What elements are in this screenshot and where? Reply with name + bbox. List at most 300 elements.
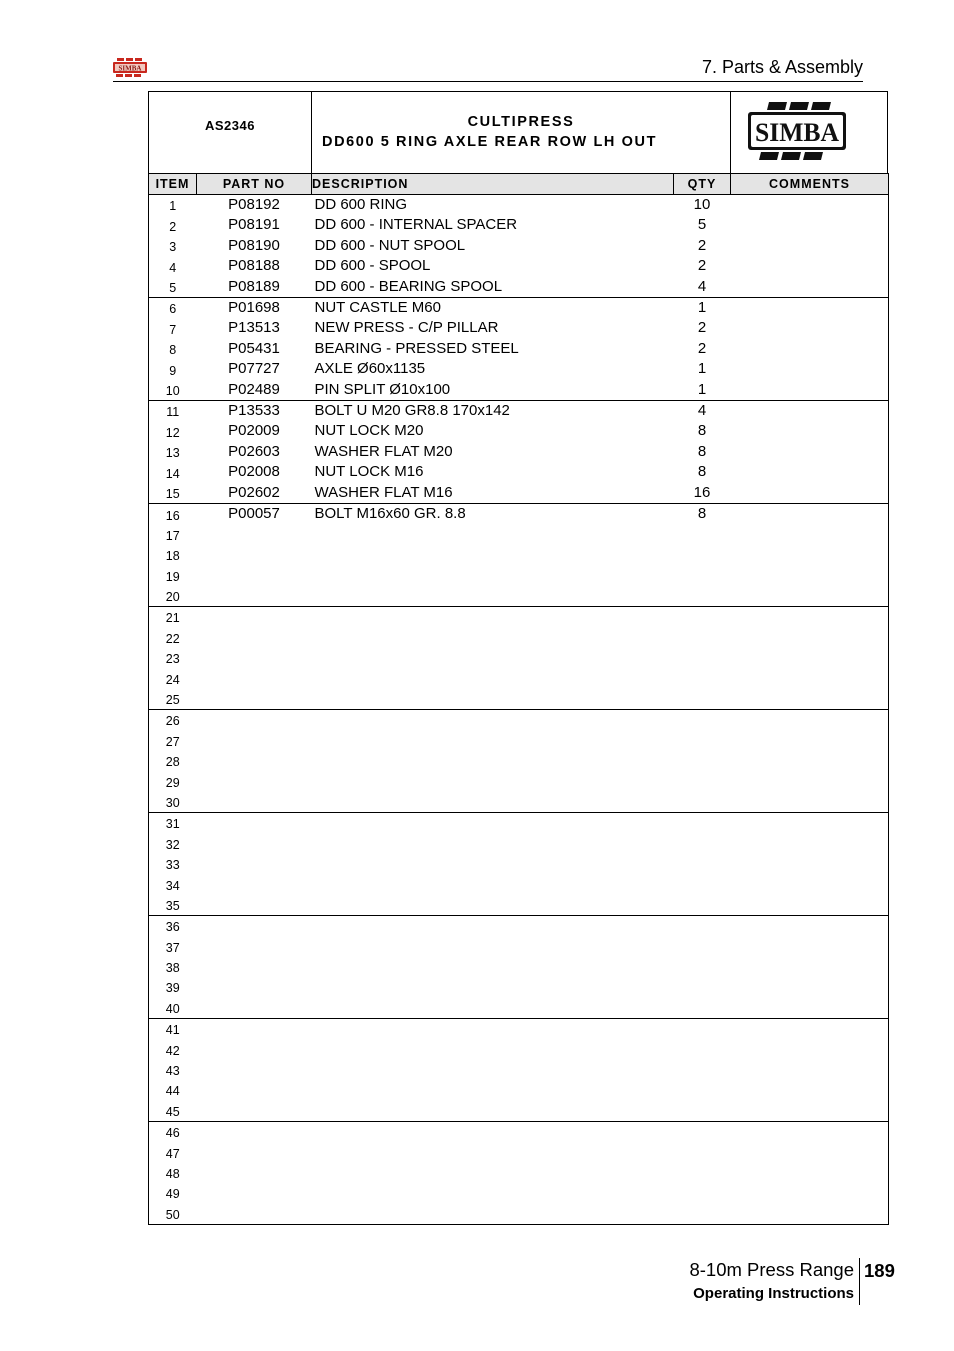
part-number-cell: P13513 bbox=[228, 319, 280, 337]
table-row bbox=[149, 195, 889, 216]
table-row bbox=[149, 1060, 889, 1080]
part-number-cell bbox=[197, 751, 312, 771]
quantity-cell bbox=[674, 1060, 731, 1080]
description-cell bbox=[312, 957, 674, 977]
footer-subtitle: Operating Instructions bbox=[693, 1285, 854, 1302]
item-number-cell: 48 bbox=[149, 1163, 197, 1183]
quantity-cell bbox=[674, 1039, 731, 1059]
quantity-cell: 8 bbox=[697, 422, 707, 440]
item-number-cell: 24 bbox=[149, 668, 197, 688]
comments-cell bbox=[731, 215, 889, 235]
comments-cell bbox=[731, 545, 889, 565]
simba-logo bbox=[745, 98, 849, 164]
quantity-cell bbox=[674, 525, 731, 545]
description-cell bbox=[312, 607, 674, 628]
comments-cell bbox=[731, 1080, 889, 1100]
quantity-cell bbox=[674, 977, 731, 997]
part-number-cell bbox=[197, 586, 312, 607]
item-number-cell: 9 bbox=[149, 359, 197, 379]
part-number-cell: P05431 bbox=[228, 339, 280, 357]
item-number-cell: 39 bbox=[149, 977, 197, 997]
quantity-cell: 4 bbox=[674, 277, 731, 298]
comments-cell bbox=[731, 977, 889, 997]
item-number-cell: 31 bbox=[149, 812, 197, 833]
description-cell: NEW PRESS - C/P PILLAR bbox=[314, 319, 499, 337]
description-cell bbox=[312, 730, 674, 750]
table-row bbox=[149, 504, 889, 525]
item-number-cell: 18 bbox=[149, 545, 197, 565]
quantity-cell bbox=[674, 565, 731, 585]
table-row bbox=[149, 1121, 889, 1142]
part-number-cell bbox=[197, 627, 312, 647]
item-number-cell: 35 bbox=[149, 895, 197, 916]
quantity-cell: 2 bbox=[697, 236, 707, 254]
comments-cell bbox=[731, 997, 889, 1018]
item-number-cell: 34 bbox=[149, 874, 197, 894]
comments-cell bbox=[731, 1142, 889, 1162]
comments-cell bbox=[731, 792, 889, 813]
item-number-cell: 33 bbox=[149, 854, 197, 874]
part-number-cell: P00057 bbox=[228, 505, 280, 523]
description-cell bbox=[312, 1142, 674, 1162]
item-number-cell: 41 bbox=[149, 1018, 197, 1039]
table-row bbox=[149, 895, 889, 916]
section-title: 7. Parts & Assembly bbox=[701, 57, 863, 77]
quantity-cell bbox=[674, 751, 731, 771]
comments-cell bbox=[731, 401, 889, 422]
table-row bbox=[149, 1100, 889, 1121]
item-number-cell: 42 bbox=[149, 1039, 197, 1059]
item-number-cell: 43 bbox=[149, 1060, 197, 1080]
part-number-cell: P08190 bbox=[228, 236, 280, 254]
quantity-cell bbox=[674, 586, 731, 607]
quantity-cell bbox=[674, 607, 731, 628]
table-row bbox=[149, 318, 889, 338]
item-number-cell: 25 bbox=[149, 689, 197, 710]
description-cell bbox=[312, 627, 674, 647]
part-number-cell: P01698 bbox=[228, 299, 280, 317]
comments-cell bbox=[731, 854, 889, 874]
comments-cell bbox=[731, 1100, 889, 1121]
simba-logo-small bbox=[113, 58, 147, 78]
table-row bbox=[149, 1203, 889, 1224]
description-cell bbox=[312, 854, 674, 874]
part-number-cell bbox=[197, 710, 312, 731]
quantity-cell: 1 bbox=[697, 360, 707, 378]
item-number-cell: 44 bbox=[149, 1080, 197, 1100]
table-row bbox=[149, 483, 889, 504]
table-row bbox=[149, 771, 889, 791]
table-row bbox=[149, 359, 889, 379]
quantity-cell bbox=[674, 997, 731, 1018]
comments-cell bbox=[731, 298, 889, 319]
comments-cell bbox=[731, 1060, 889, 1080]
item-number-cell: 50 bbox=[149, 1203, 197, 1224]
column-header-part-no: PART NO bbox=[197, 174, 312, 195]
comments-cell bbox=[731, 751, 889, 771]
part-number-cell: P13533 bbox=[228, 402, 280, 420]
quantity-cell: 1 bbox=[674, 380, 731, 401]
table-row bbox=[149, 997, 889, 1018]
table-row bbox=[149, 668, 889, 688]
description-cell bbox=[312, 1121, 674, 1142]
quantity-cell: 4 bbox=[697, 402, 707, 420]
comments-cell bbox=[731, 833, 889, 853]
comments-cell bbox=[731, 504, 889, 525]
quantity-cell bbox=[674, 812, 731, 833]
table-row bbox=[149, 874, 889, 894]
assembly-title-line1: CULTIPRESS bbox=[467, 114, 575, 130]
quantity-cell bbox=[674, 1142, 731, 1162]
quantity-cell: 16 bbox=[674, 483, 731, 504]
part-number-cell bbox=[197, 1121, 312, 1142]
description-cell bbox=[312, 977, 674, 997]
description-cell: BOLT M16x60 GR. 8.8 bbox=[314, 505, 466, 523]
comments-cell bbox=[731, 380, 889, 401]
description-cell: WASHER FLAT M16 bbox=[312, 483, 674, 504]
part-number-cell: P08188 bbox=[228, 257, 280, 275]
svg-text:SIMBA: SIMBA bbox=[118, 64, 142, 73]
comments-cell bbox=[731, 874, 889, 894]
table-row bbox=[149, 380, 889, 401]
description-cell: BOLT U M20 GR8.8 170x142 bbox=[314, 402, 510, 420]
description-cell bbox=[312, 771, 674, 791]
quantity-cell: 8 bbox=[697, 505, 707, 523]
part-number-cell: P02489 bbox=[197, 380, 312, 401]
table-row bbox=[149, 648, 889, 668]
table-row bbox=[149, 401, 889, 422]
description-cell bbox=[312, 915, 674, 936]
description-cell bbox=[312, 833, 674, 853]
description-cell bbox=[312, 1039, 674, 1059]
comments-cell bbox=[731, 1203, 889, 1224]
description-cell bbox=[312, 565, 674, 585]
footer-divider bbox=[859, 1258, 860, 1305]
table-row bbox=[149, 977, 889, 997]
item-number-cell: 1 bbox=[149, 195, 197, 216]
quantity-cell bbox=[674, 668, 731, 688]
part-number-cell bbox=[197, 957, 312, 977]
table-row bbox=[149, 1183, 889, 1203]
comments-cell bbox=[731, 607, 889, 628]
comments-cell bbox=[731, 668, 889, 688]
comments-cell bbox=[731, 627, 889, 647]
table-row bbox=[149, 462, 889, 482]
part-number-cell bbox=[197, 1203, 312, 1224]
description-cell bbox=[312, 1060, 674, 1080]
description-cell bbox=[312, 710, 674, 731]
page-number: 189 bbox=[864, 1260, 895, 1281]
table-row bbox=[149, 586, 889, 607]
description-cell: NUT CASTLE M60 bbox=[314, 299, 441, 317]
quantity-cell bbox=[674, 1121, 731, 1142]
quantity-cell bbox=[674, 771, 731, 791]
item-number-cell: 49 bbox=[149, 1183, 197, 1203]
comments-cell bbox=[731, 236, 889, 256]
part-number-cell bbox=[197, 1039, 312, 1059]
part-number-cell bbox=[197, 895, 312, 916]
description-cell bbox=[312, 812, 674, 833]
description-cell bbox=[312, 936, 674, 956]
part-number-cell bbox=[197, 1183, 312, 1203]
item-number-cell: 38 bbox=[149, 957, 197, 977]
description-cell: PIN SPLIT Ø10x100 bbox=[312, 380, 674, 401]
part-number-cell bbox=[197, 854, 312, 874]
comments-cell bbox=[731, 936, 889, 956]
column-header-qty: QTY bbox=[674, 174, 731, 195]
description-cell bbox=[312, 1163, 674, 1183]
comments-cell bbox=[731, 1163, 889, 1183]
part-number-cell bbox=[197, 1163, 312, 1183]
item-number-cell: 10 bbox=[149, 380, 197, 401]
part-number-cell bbox=[197, 565, 312, 585]
description-cell bbox=[312, 874, 674, 894]
footer-range: 8-10m Press Range bbox=[689, 1259, 854, 1280]
part-number-cell: P02008 bbox=[228, 463, 280, 481]
description-cell: BEARING - PRESSED STEEL bbox=[314, 339, 519, 357]
comments-cell bbox=[731, 442, 889, 462]
item-number-cell: 21 bbox=[149, 607, 197, 628]
part-number-cell bbox=[197, 833, 312, 853]
description-cell bbox=[312, 545, 674, 565]
comments-cell bbox=[731, 565, 889, 585]
item-number-cell: 22 bbox=[149, 627, 197, 647]
quantity-cell bbox=[674, 895, 731, 916]
comments-cell bbox=[731, 771, 889, 791]
item-number-cell: 19 bbox=[149, 565, 197, 585]
comments-cell bbox=[731, 710, 889, 731]
quantity-cell bbox=[674, 710, 731, 731]
quantity-cell: 2 bbox=[697, 339, 707, 357]
simba-logo-text: SIMBA bbox=[755, 118, 840, 147]
description-cell: AXLE Ø60x1135 bbox=[314, 360, 426, 378]
description-cell: NUT LOCK M16 bbox=[314, 463, 424, 481]
item-number-cell: 11 bbox=[149, 401, 197, 422]
item-number-cell: 28 bbox=[149, 751, 197, 771]
assembly-title bbox=[312, 92, 731, 174]
item-number-cell: 45 bbox=[149, 1100, 197, 1121]
parts-table-body bbox=[149, 195, 889, 1225]
part-number-cell bbox=[197, 936, 312, 956]
part-number-cell bbox=[197, 792, 312, 813]
item-number-cell: 37 bbox=[149, 936, 197, 956]
part-number-cell bbox=[197, 648, 312, 668]
quantity-cell bbox=[674, 1080, 731, 1100]
part-number-cell bbox=[197, 1142, 312, 1162]
part-number-cell bbox=[197, 977, 312, 997]
header-rule bbox=[113, 81, 863, 82]
description-cell bbox=[312, 668, 674, 688]
item-number-cell: 47 bbox=[149, 1142, 197, 1162]
description-cell bbox=[312, 895, 674, 916]
assembly-code: AS2346 bbox=[149, 92, 312, 174]
quantity-cell: 2 bbox=[697, 319, 707, 337]
part-number-cell: P08191 bbox=[228, 216, 280, 234]
part-number-cell: P08192 bbox=[228, 196, 280, 213]
item-number-cell: 13 bbox=[149, 442, 197, 462]
quantity-cell bbox=[674, 874, 731, 894]
item-number-cell: 15 bbox=[149, 483, 197, 504]
quantity-cell bbox=[674, 915, 731, 936]
column-header-description: DESCRIPTION bbox=[312, 174, 674, 195]
table-row bbox=[149, 710, 889, 731]
item-number-cell: 5 bbox=[149, 277, 197, 298]
quantity-cell bbox=[674, 1163, 731, 1183]
description-cell bbox=[312, 792, 674, 813]
table-row bbox=[149, 833, 889, 853]
quantity-cell bbox=[674, 648, 731, 668]
table-row bbox=[149, 236, 889, 256]
table-row bbox=[149, 854, 889, 874]
table-row bbox=[149, 1163, 889, 1183]
table-row bbox=[149, 277, 889, 298]
table-row bbox=[149, 792, 889, 813]
table-row bbox=[149, 545, 889, 565]
comments-cell bbox=[731, 525, 889, 545]
quantity-cell bbox=[674, 936, 731, 956]
title-block bbox=[148, 91, 888, 173]
item-number-cell: 17 bbox=[149, 525, 197, 545]
quantity-cell bbox=[674, 1100, 731, 1121]
quantity-cell bbox=[674, 627, 731, 647]
table-row bbox=[149, 689, 889, 710]
description-cell bbox=[312, 689, 674, 710]
item-number-cell: 29 bbox=[149, 771, 197, 791]
part-number-cell bbox=[197, 1080, 312, 1100]
item-number-cell: 4 bbox=[149, 256, 197, 276]
comments-cell bbox=[731, 730, 889, 750]
quantity-cell bbox=[674, 730, 731, 750]
quantity-cell bbox=[674, 957, 731, 977]
description-cell: DD 600 - BEARING SPOOL bbox=[312, 277, 674, 298]
part-number-cell bbox=[197, 607, 312, 628]
table-row bbox=[149, 812, 889, 833]
table-row bbox=[149, 215, 889, 235]
description-cell bbox=[312, 525, 674, 545]
table-row bbox=[149, 627, 889, 647]
description-cell bbox=[312, 1183, 674, 1203]
comments-cell bbox=[731, 689, 889, 710]
description-cell bbox=[312, 648, 674, 668]
description-cell: NUT LOCK M20 bbox=[314, 422, 424, 440]
item-number-cell: 20 bbox=[149, 586, 197, 607]
comments-cell bbox=[731, 915, 889, 936]
item-number-cell: 32 bbox=[149, 833, 197, 853]
part-number-cell: P02603 bbox=[228, 442, 280, 460]
item-number-cell: 14 bbox=[149, 462, 197, 482]
item-number-cell: 6 bbox=[149, 298, 197, 319]
part-number-cell: P02009 bbox=[228, 422, 280, 440]
quantity-cell bbox=[674, 1203, 731, 1224]
table-row bbox=[149, 1080, 889, 1100]
description-cell: DD 600 - SPOOL bbox=[314, 257, 431, 275]
part-number-cell bbox=[197, 730, 312, 750]
quantity-cell: 8 bbox=[697, 442, 707, 460]
quantity-cell bbox=[674, 792, 731, 813]
quantity-cell: 10 bbox=[693, 196, 711, 213]
description-cell bbox=[312, 1203, 674, 1224]
part-number-cell: P08189 bbox=[197, 277, 312, 298]
item-number-cell: 36 bbox=[149, 915, 197, 936]
item-number-cell: 46 bbox=[149, 1121, 197, 1142]
comments-cell bbox=[731, 462, 889, 482]
part-number-cell bbox=[197, 668, 312, 688]
table-row bbox=[149, 339, 889, 359]
table-row bbox=[149, 565, 889, 585]
description-cell: DD 600 - INTERNAL SPACER bbox=[314, 216, 518, 234]
item-number-cell: 23 bbox=[149, 648, 197, 668]
part-number-cell bbox=[197, 812, 312, 833]
table-row bbox=[149, 936, 889, 956]
description-cell: WASHER FLAT M20 bbox=[314, 442, 453, 460]
description-cell bbox=[312, 1100, 674, 1121]
item-number-cell: 2 bbox=[149, 215, 197, 235]
comments-cell bbox=[731, 277, 889, 298]
item-number-cell: 8 bbox=[149, 339, 197, 359]
comments-cell bbox=[731, 1121, 889, 1142]
quantity-cell: 5 bbox=[697, 216, 707, 234]
column-header-item: ITEM bbox=[149, 174, 197, 195]
comments-cell bbox=[731, 256, 889, 276]
part-number-cell: P07727 bbox=[228, 360, 280, 378]
comments-cell bbox=[731, 359, 889, 379]
part-number-cell bbox=[197, 689, 312, 710]
quantity-cell bbox=[674, 689, 731, 710]
part-number-cell bbox=[197, 771, 312, 791]
comments-cell bbox=[731, 483, 889, 504]
description-cell bbox=[312, 997, 674, 1018]
table-row bbox=[149, 256, 889, 276]
comments-cell bbox=[731, 318, 889, 338]
table-row bbox=[149, 298, 889, 319]
comments-cell bbox=[731, 339, 889, 359]
table-row bbox=[149, 1039, 889, 1059]
table-row bbox=[149, 421, 889, 441]
description-cell: DD 600 RING bbox=[314, 196, 408, 213]
comments-cell bbox=[731, 1039, 889, 1059]
item-number-cell: 40 bbox=[149, 997, 197, 1018]
part-number-cell bbox=[197, 1018, 312, 1039]
comments-cell bbox=[731, 195, 889, 216]
item-number-cell: 16 bbox=[149, 504, 197, 525]
item-number-cell: 12 bbox=[149, 421, 197, 441]
comments-cell bbox=[731, 895, 889, 916]
quantity-cell: 1 bbox=[697, 299, 707, 317]
quantity-cell: 8 bbox=[697, 463, 707, 481]
table-row bbox=[149, 607, 889, 628]
part-number-cell: P02602 bbox=[197, 483, 312, 504]
table-header-row bbox=[149, 174, 889, 195]
table-row bbox=[149, 525, 889, 545]
quantity-cell bbox=[674, 1183, 731, 1203]
table-row bbox=[149, 1142, 889, 1162]
description-cell bbox=[312, 751, 674, 771]
comments-cell bbox=[731, 1018, 889, 1039]
part-number-cell bbox=[197, 874, 312, 894]
part-number-cell bbox=[197, 545, 312, 565]
description-cell: DD 600 - NUT SPOOL bbox=[314, 236, 466, 254]
description-cell bbox=[312, 1080, 674, 1100]
quantity-cell: 2 bbox=[697, 257, 707, 275]
description-cell bbox=[312, 1018, 674, 1039]
part-number-cell bbox=[197, 1060, 312, 1080]
table-row bbox=[149, 751, 889, 771]
comments-cell bbox=[731, 648, 889, 668]
comments-cell bbox=[731, 1183, 889, 1203]
table-row bbox=[149, 730, 889, 750]
quantity-cell bbox=[674, 854, 731, 874]
comments-cell bbox=[731, 421, 889, 441]
